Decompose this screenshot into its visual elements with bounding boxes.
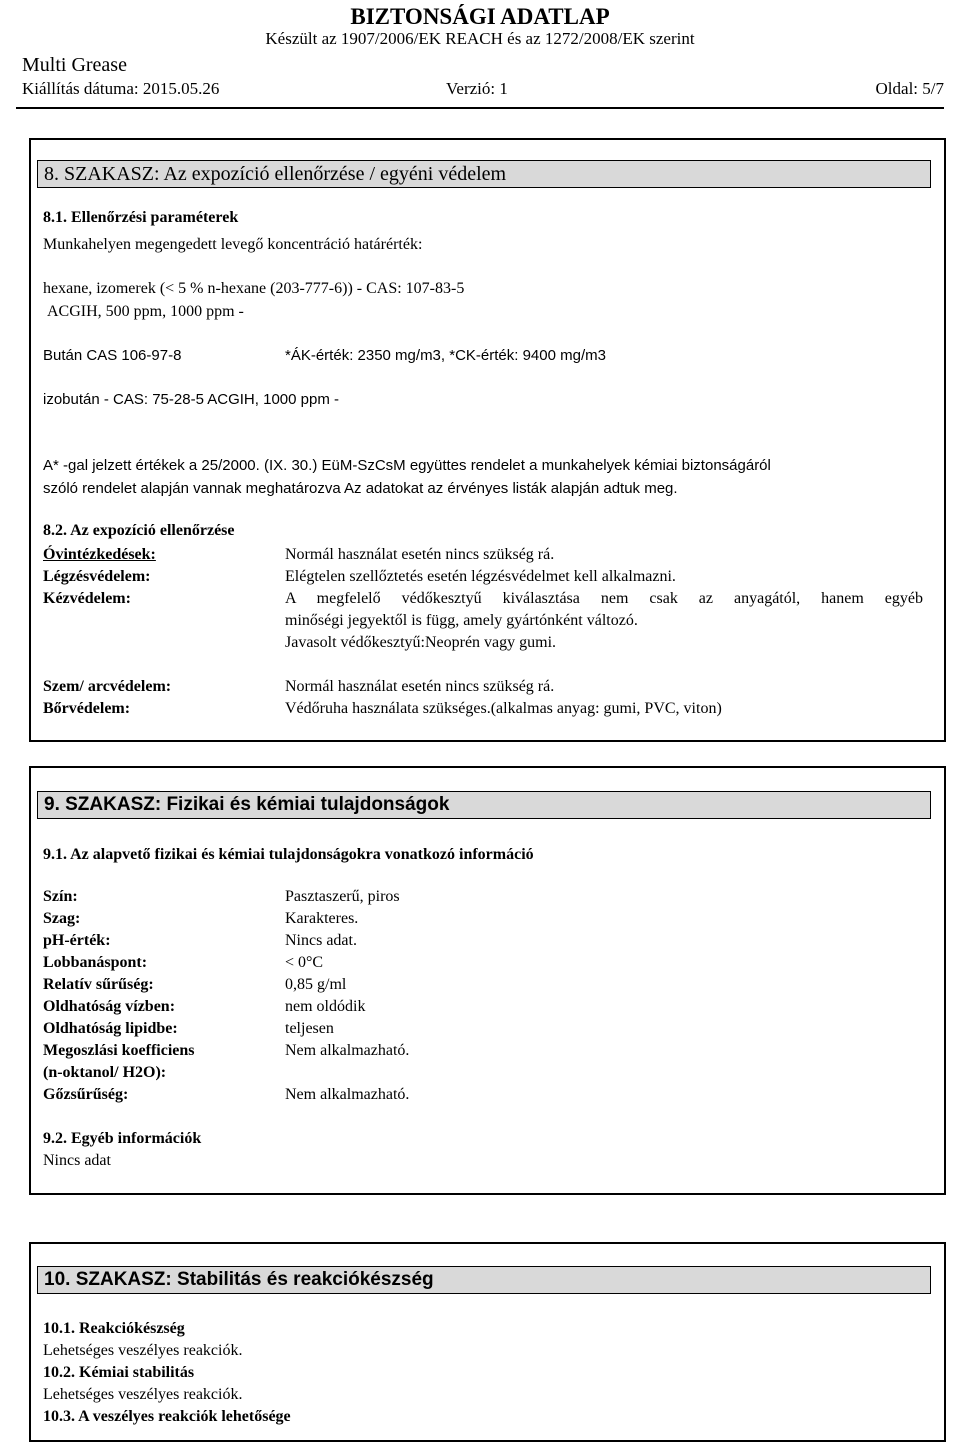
label-szem-arcvedelem: Szem/ arcvédelem: [43, 678, 172, 695]
value-legzesvedelem: Elégtelen szellőztetés esetén légzésvédelmet kell alkalmazni. [285, 568, 676, 585]
value-szin: Pasztaszerű, piros [285, 888, 400, 905]
value-oldhatosag-vizben: nem oldódik [285, 998, 366, 1015]
s10-sub3: 10.3. A veszélyes reakciók lehetősége [43, 1408, 291, 1425]
butan-name: Bután CAS 106-97-8 [43, 347, 182, 364]
value-ovintezkedesek: Normál használat esetén nincs szükség rá. [285, 546, 555, 563]
s8-sub2: 8.2. Az expozíció ellenőrzése [43, 522, 235, 539]
label-ovintezkedesek: Óvintézkedések: [43, 546, 156, 563]
value-megoszlasi-koefficiens: Nem alkalmazható. [285, 1042, 410, 1059]
value-kezvedelem-3: Javasolt védőkesztyű:Neoprén vagy gumi. [285, 634, 557, 651]
s8-intro: Munkahelyen megengedett levegő koncentráció határérték: [43, 236, 423, 253]
s10-sub1-text: Lehetséges veszélyes reakciók. [43, 1342, 243, 1359]
value-relativ-suruseg: 0,85 g/ml [285, 976, 347, 993]
butan-values: *ÁK-érték: 2350 mg/m3, *CK-érték: 9400 mg/m3 [285, 347, 606, 364]
s8-sub1: 8.1. Ellenőrzési paraméterek [43, 209, 239, 226]
label-legzesvedelem: Légzésvédelem: [43, 568, 151, 585]
label-szag: Szag: [43, 910, 81, 927]
value-borvedelem: Védőruha használata szükséges.(alkalmas anyag: gumi, PVC, viton) [285, 700, 722, 717]
version: Verzió: 1 [446, 79, 508, 98]
value-kezvedelem-2: minőségi jegyektől is függ, amely gyártónként változó. [285, 612, 638, 629]
label-szin: Szín: [43, 888, 78, 905]
label-ph: pH-érték: [43, 932, 111, 949]
page-number: Oldal: 5/7 [875, 79, 944, 98]
document-title: BIZTONSÁGI ADATLAP [350, 4, 610, 29]
value-gozsuruseg: Nem alkalmazható. [285, 1086, 410, 1103]
header-divider [16, 107, 944, 109]
s10-sub1: 10.1. Reakciókészség [43, 1320, 185, 1337]
note-line-2: szóló rendelet alapján vannak meghatározva Az adatokat az érvényes listák alapján adtuk meg. [43, 480, 678, 497]
value-ph: Nincs adat. [285, 932, 357, 949]
label-borvedelem: Bőrvédelem: [43, 700, 131, 717]
product-name: Multi Grease [22, 54, 127, 76]
value-kezvedelem-1: A megfelelő védőkesztyű kiválasztása nem csak az anyagától, hanem egyéb [285, 590, 923, 607]
hexane-line-2: ACGIH, 500 ppm, 1000 ppm - [47, 303, 244, 320]
value-szag: Karakteres. [285, 910, 359, 927]
value-oldhatosag-lipidbe: teljesen [285, 1020, 334, 1037]
isobutan-line: izobután - CAS: 75-28-5 ACGIH, 1000 ppm - [43, 391, 339, 408]
s9-sub2-text: Nincs adat [43, 1152, 111, 1169]
label-relativ-suruseg: Relatív sűrűség: [43, 976, 154, 993]
label-kezvedelem: Kézvédelem: [43, 590, 131, 607]
regulation-subtitle: Készült az 1907/2006/EK REACH és az 1272/2008/EK szerint [265, 29, 695, 48]
label-lobbanaspont: Lobbanáspont: [43, 954, 148, 971]
section-8-title: 8. SZAKASZ: Az expozíció ellenőrzése / egyéni védelem [37, 160, 931, 188]
value-szem-arcvedelem: Normál használat esetén nincs szükség rá. [285, 678, 555, 695]
issue-date: Kiállítás dátuma: 2015.05.26 [22, 79, 220, 98]
note-line-1: A* -gal jelzett értékek a 25/2000. (IX. 30.) EüM-SzCsM együttes rendelet a munkahelyek kémiai biztonságáról [43, 457, 771, 474]
label-oldhatosag-lipidbe: Oldhatóság lipidbe: [43, 1020, 178, 1037]
label-megoszlasi-koefficiens: Megoszlási koefficiens [43, 1042, 195, 1059]
label-oldhatosag-vizben: Oldhatóság vízben: [43, 998, 176, 1015]
section-10-title: 10. SZAKASZ: Stabilitás és reakciókészség [37, 1266, 931, 1294]
s9-sub1: 9.1. Az alapvető fizikai és kémiai tulajdonságokra vonatkozó információ [43, 846, 534, 863]
hexane-line-1: hexane, izomerek (< 5 % n-hexane (203-777-6)) - CAS: 107-83-5 [43, 280, 465, 297]
s10-sub2-text: Lehetséges veszélyes reakciók. [43, 1386, 243, 1403]
s9-sub2: 9.2. Egyéb információk [43, 1130, 202, 1147]
label-gozsuruseg: Gőzsűrűség: [43, 1086, 129, 1103]
section-9-title: 9. SZAKASZ: Fizikai és kémiai tulajdonságok [37, 791, 931, 819]
s10-sub2: 10.2. Kémiai stabilitás [43, 1364, 195, 1381]
value-lobbanaspont: < 0°C [285, 954, 324, 971]
label-megoszlasi-koefficiens-2: (n-oktanol/ H2O): [43, 1064, 167, 1081]
